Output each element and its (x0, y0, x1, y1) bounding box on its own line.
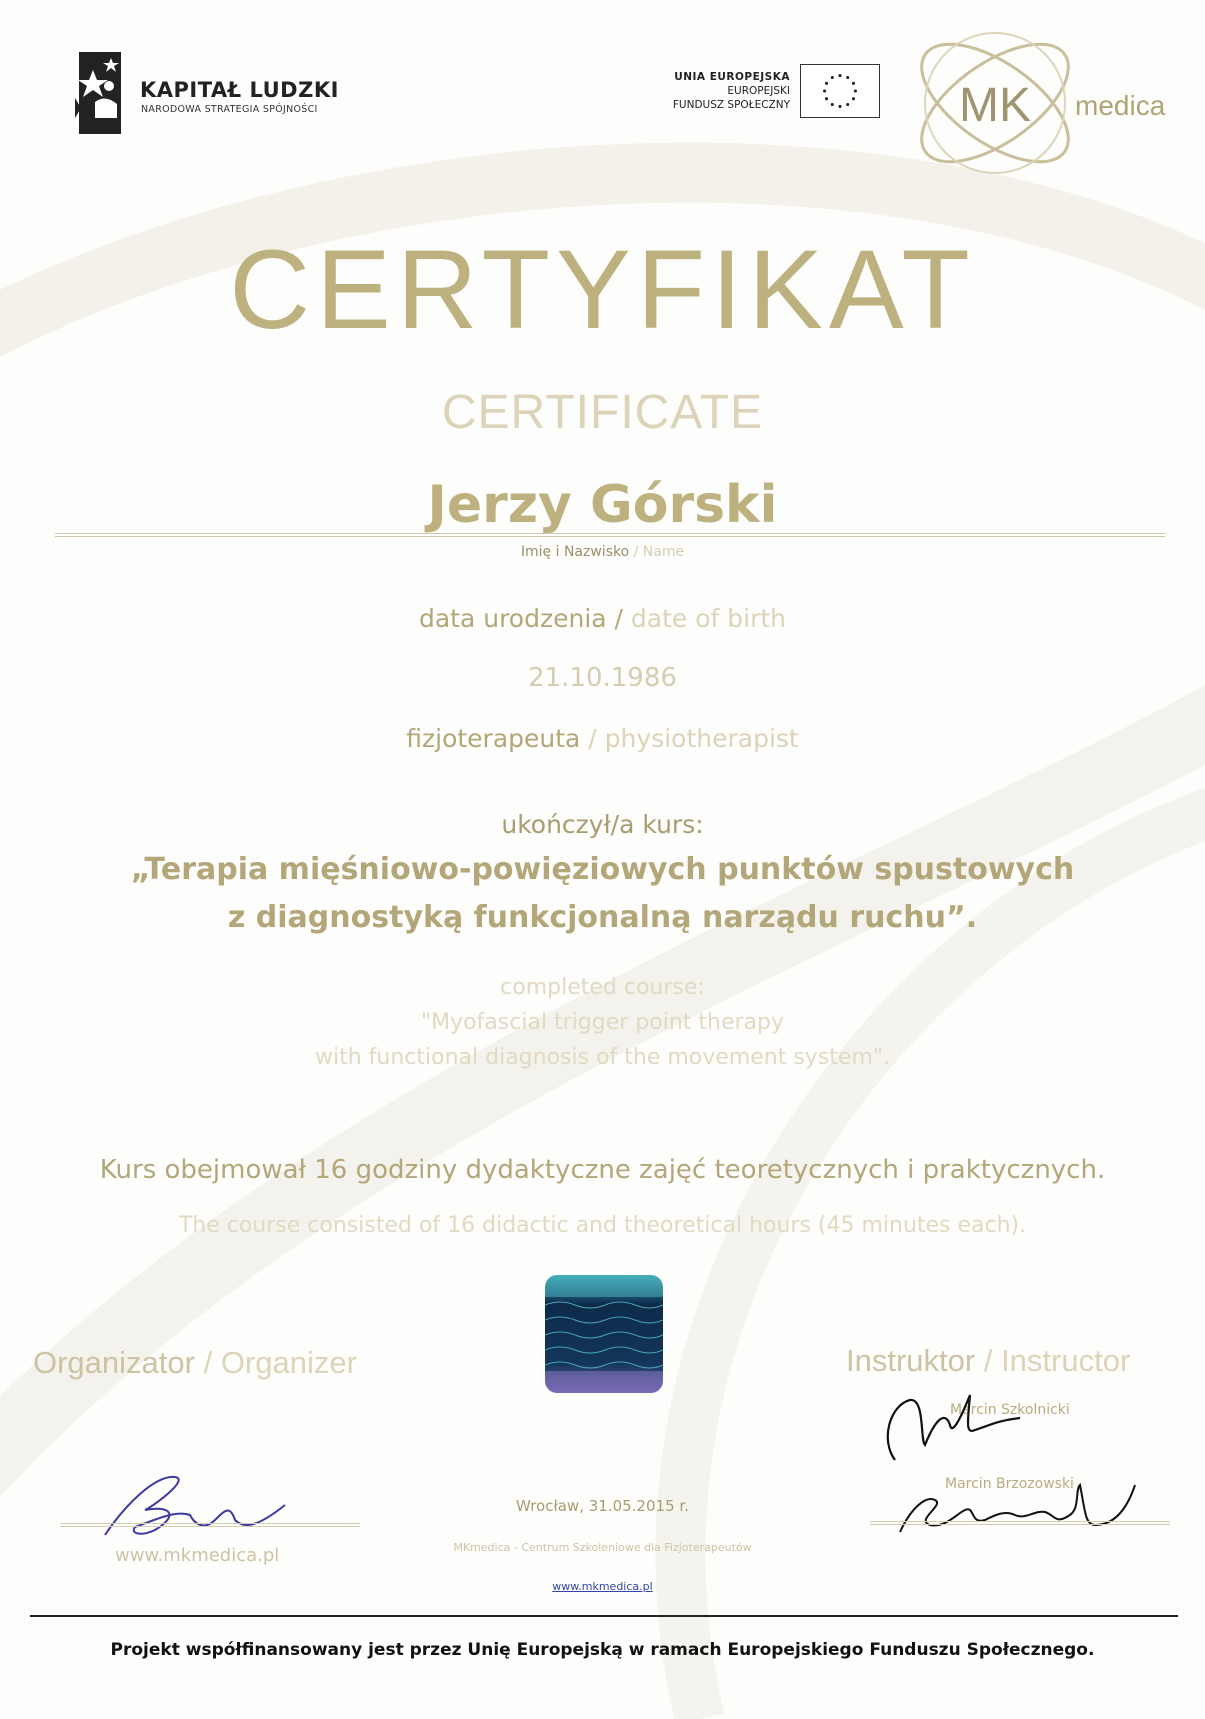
name-caption-pl: Imię i Nazwisko (520, 544, 630, 560)
instructor-name-2: Marcin Brzozowski (945, 1476, 1074, 1492)
footer-divider (30, 1615, 1178, 1617)
profession (0, 724, 1205, 753)
certificate-subtitle: CERTIFICATE (441, 386, 764, 439)
certificate-title: CERTYFIKAT (229, 227, 976, 352)
footer-text: Projekt współfinansowany jest przez Unię Europejską w ramach Europejskiego Funduszu Społecznego. (110, 1640, 1095, 1660)
mk-medica-wordmark: medica (1075, 90, 1166, 121)
eu-flag-icon (800, 64, 880, 118)
course-hours-pl: Kurs obejmował 16 godziny dydaktyczne zajęć teoretycznych i praktycznych. (99, 1155, 1106, 1185)
person-name: Jerzy Górski (427, 475, 778, 535)
completed-course-en: completed course: (500, 975, 705, 1000)
eu-line-3: FUNDUSZ SPOŁECZNY (672, 99, 790, 111)
hologram-sticker-icon (545, 1275, 663, 1393)
instructor-label-pl: Instruktor (846, 1343, 976, 1378)
organizer-website: www.mkmedica.pl (115, 1545, 280, 1566)
dob-value: 21.10.1986 (528, 663, 677, 693)
profession-pl: fizjoterapeuta (406, 724, 581, 753)
course-hours-en: The course consisted of 16 didactic and theoretical hours (45 minutes each). (178, 1213, 1027, 1238)
organizer-sep: / (194, 1345, 221, 1380)
instructor-name-1: Marcin Szkolnicki (950, 1402, 1070, 1418)
mk-medica-logo-icon (905, 15, 1085, 190)
profession-sep: / (580, 724, 605, 753)
eu-line-1: UNIA EUROPEJSKA (674, 71, 790, 83)
name-underline (55, 533, 1165, 537)
place-and-date: Wrocław, 31.05.2015 r. (516, 1497, 689, 1515)
organizer-signature-line (60, 1523, 360, 1527)
instructor-sep: / (975, 1343, 1002, 1378)
course-title-en-line-2: with functional diagnosis of the movement system". (315, 1045, 890, 1070)
dob-label-pl: data urodzenia (418, 604, 607, 633)
dob-label-en: date of birth (630, 604, 787, 633)
instructor-label-en: Instructor (1001, 1343, 1131, 1378)
instructor-signature-line (870, 1521, 1170, 1525)
training-center-name: MKmedica - Centrum Szkoleniowe dla Fizjoterapeutów (453, 1541, 752, 1554)
training-center-link[interactable]: www.mkmedica.pl (552, 1580, 653, 1593)
course-title-en-line-1: "Myofascial trigger point therapy (420, 1010, 785, 1035)
course-title-pl-line-2: z diagnostyką funkcjonalną narządu ruchu”. (227, 900, 978, 935)
name-caption (0, 544, 1205, 560)
instructor-label (846, 1343, 1130, 1379)
eu-text (560, 70, 790, 112)
instructor-signature-1 (880, 1380, 1095, 1470)
organizer-label-pl: Organizator (33, 1345, 195, 1380)
dob-label (0, 604, 1205, 633)
kapital-ludzki-subtitle: NARODOWA STRATEGIA SPÓJNOŚCI (141, 104, 318, 115)
organizer-label (33, 1345, 357, 1381)
organizer-label-en: Organizer (220, 1345, 357, 1380)
kapital-ludzki-logo-icon (75, 52, 125, 134)
name-caption-sep: / (629, 544, 643, 560)
profession-en: physiotherapist (604, 724, 799, 753)
course-title-pl-line-1: „Terapia mięśniowo-powięziowych punktów spustowych (130, 852, 1075, 887)
eu-line-2: EUROPEJSKI (727, 85, 790, 97)
mk-initials: MK (959, 79, 1031, 132)
completed-course-pl: ukończył/a kurs: (501, 810, 704, 839)
name-caption-en: Name (642, 544, 685, 560)
kapital-ludzki-title: KAPITAŁ LUDZKI (140, 78, 339, 102)
dob-sep: / (606, 604, 631, 633)
